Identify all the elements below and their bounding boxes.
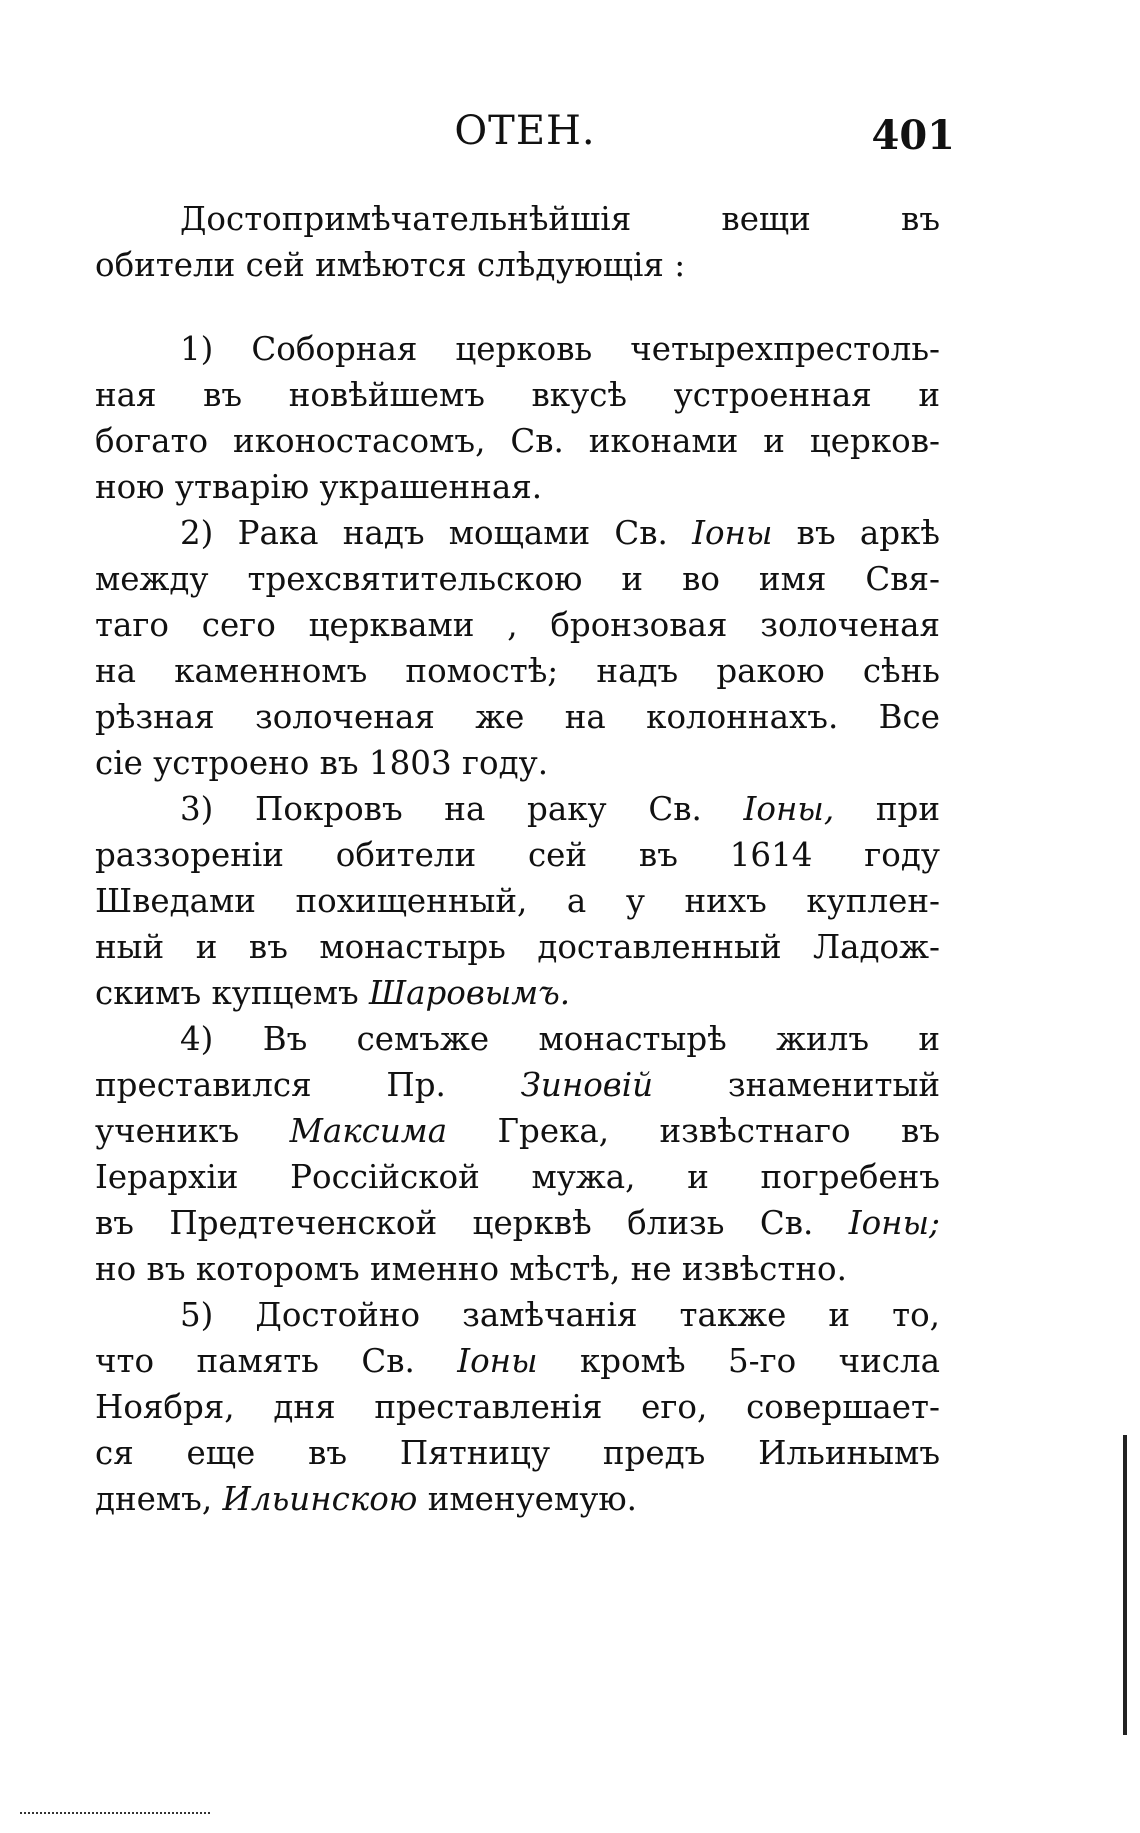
- paragraph-gap: [95, 288, 940, 326]
- text-line: 5) Достойно замѣчанія также и то,: [180, 1296, 940, 1334]
- text-line: раззореніи обители сей въ 1614 году: [95, 836, 940, 874]
- text-line: [95, 1108, 940, 1154]
- italic-name: Іоны: [457, 1342, 538, 1380]
- text-line: обители сей имѣются слѣдующія :: [95, 246, 686, 284]
- bottom-rule: [20, 1812, 210, 1814]
- italic-name: Ильинскою: [222, 1480, 418, 1518]
- text-line: ный и въ монастырь доставленный Ладож-: [95, 928, 940, 966]
- text-line: [95, 510, 940, 556]
- italic-name: Іоны,: [743, 790, 835, 828]
- text-run: кромѣ 5-го числа: [537, 1342, 940, 1380]
- text-run: скимъ купцемъ: [95, 974, 369, 1012]
- text-line: Ноября, дня преставленія его, совершает-: [95, 1388, 940, 1426]
- text-run: ученикъ: [95, 1112, 290, 1150]
- text-run: 3) Покровъ на раку Св.: [180, 790, 744, 828]
- text-run: при: [834, 790, 940, 828]
- text-run: днемъ,: [95, 1480, 223, 1518]
- text-line: ная въ новѣйшемъ вкусѣ устроенная и: [95, 376, 940, 414]
- text-line: ною утварію украшенная.: [95, 468, 543, 506]
- text-line: 4) Въ семъже монастырѣ жилъ и: [180, 1020, 940, 1058]
- text-line: [95, 1062, 940, 1108]
- text-line: таго сего церквами , бронзовая золоченая: [95, 606, 940, 644]
- running-head: [95, 108, 955, 168]
- text-line: сіе устроено въ 1803 году.: [95, 744, 549, 782]
- text-run: именуемую.: [417, 1480, 637, 1518]
- text-line: богато иконостасомъ, Св. иконами и церков-: [95, 422, 940, 460]
- italic-name: Шаровымъ.: [368, 974, 571, 1012]
- text-line: [95, 1476, 940, 1522]
- text-line: [95, 970, 940, 1016]
- page-number: 401: [871, 112, 955, 159]
- text-line: 1) Соборная церковь четырехпрестоль-: [180, 330, 940, 368]
- text-run: въ Предтеченской церквѣ близь Св.: [95, 1204, 849, 1242]
- text-line: Достопримѣчательнѣйшія вещи въ: [180, 200, 940, 238]
- text-line: [95, 1200, 940, 1246]
- text-run: преставился Пр.: [95, 1066, 521, 1104]
- italic-name: Іоны: [692, 514, 773, 552]
- text-line: рѣзная золоченая же на колоннахъ. Все: [95, 698, 940, 736]
- text-line: Іерархіи Россійской мужа, и погребенъ: [95, 1158, 940, 1196]
- text-line: между трехсвятительскою и во имя Свя-: [95, 560, 940, 598]
- scan-edge-mark: [1123, 1435, 1127, 1735]
- body-text: [95, 196, 940, 1522]
- text-run: знаменитый: [653, 1066, 940, 1104]
- text-line: [95, 1338, 940, 1384]
- italic-name: Максима: [289, 1112, 448, 1150]
- italic-name: Іоны;: [848, 1204, 940, 1242]
- page-title: ОТЕН.: [454, 108, 596, 154]
- text-line: но въ которомъ именно мѣстѣ, не извѣстно.: [95, 1250, 847, 1288]
- text-run: въ аркѣ: [772, 514, 940, 552]
- text-run: 2) Рака надъ мощами Св.: [180, 514, 693, 552]
- text-line: Шведами похищенный, а у нихъ куплен-: [95, 882, 940, 920]
- text-line: [95, 786, 940, 832]
- text-line: ся еще въ Пятницу предъ Ильинымъ: [95, 1434, 940, 1472]
- italic-name: Зиновій: [520, 1066, 654, 1104]
- text-line: на каменномъ помостѣ; надъ ракою сѣнь: [95, 652, 940, 690]
- text-run: Грека, извѣстнаго въ: [447, 1112, 940, 1150]
- text-run: что память Св.: [95, 1342, 458, 1380]
